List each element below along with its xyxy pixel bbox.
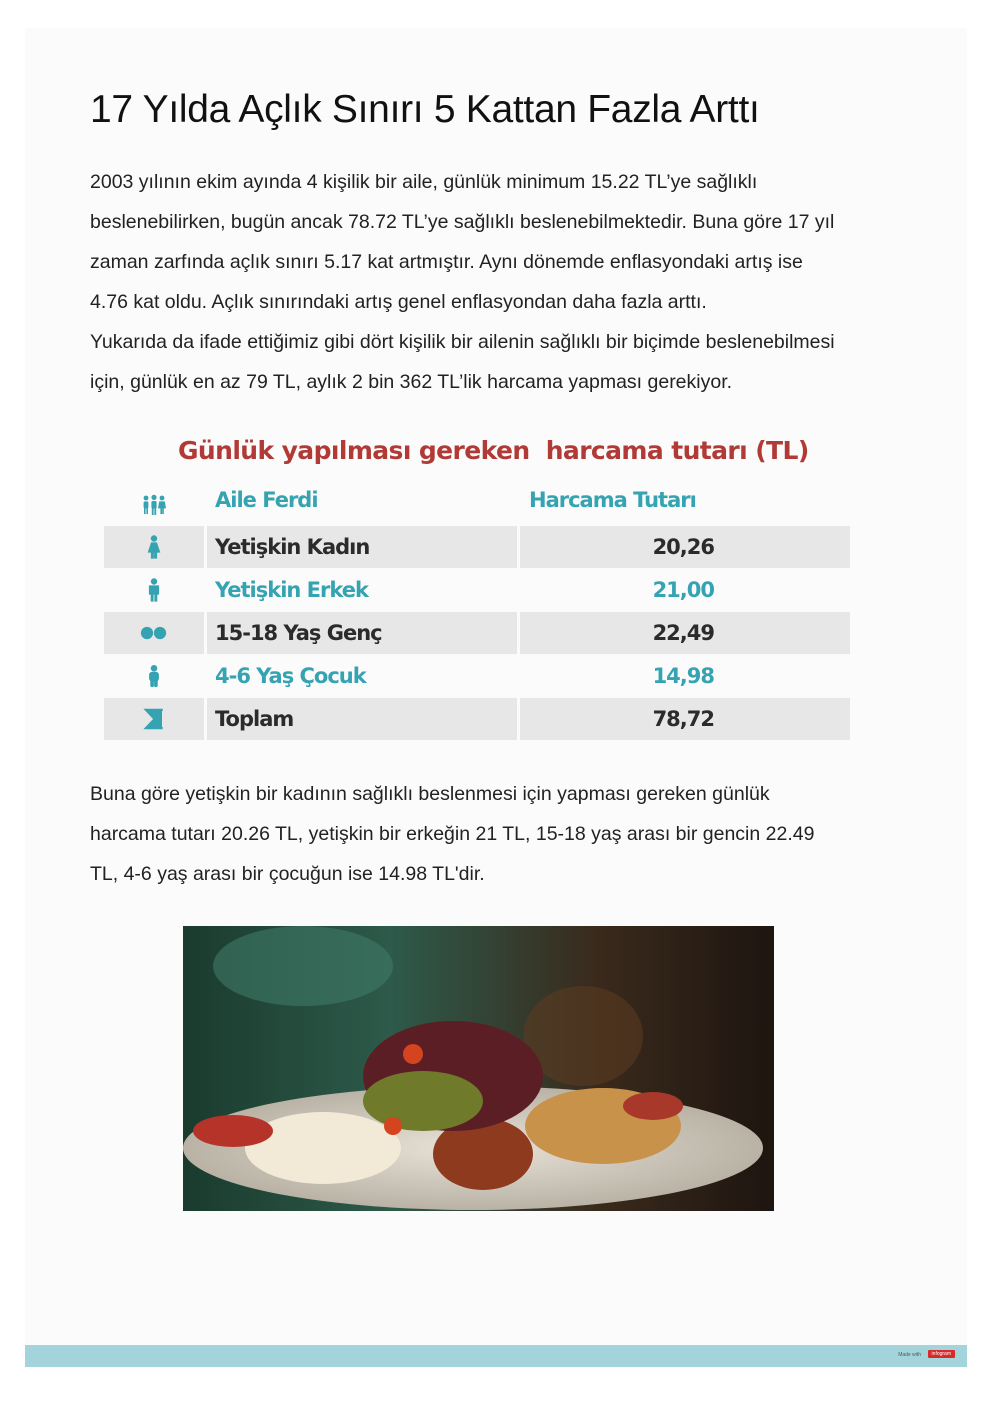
footer-bar (25, 1345, 967, 1367)
member-name: 15-18 Yaş Genç (207, 612, 517, 654)
man-icon (104, 569, 204, 611)
amount-value: 78,72 (520, 698, 850, 740)
intro-line: 2003 yılının ekim ayında 4 kişilik bir aile, günlük minimum 15.22 TL’ye sağlıklı (90, 171, 758, 193)
amount-value: 22,49 (520, 612, 850, 654)
amount-value: 21,00 (520, 569, 850, 611)
second-line: Yukarıda da ifade ettiğimiz gibi dört kişilik bir ailenin sağlıklı bir biçimde beslenebilmesi (90, 331, 835, 353)
intro-line: beslenebilirken, bugün ancak 78.72 TL’ye sağlıklı beslenebilmektedir. Buna göre 17 yıl (90, 211, 835, 233)
outro-line: harcama tutarı 20.26 TL, yetişkin bir erkeğin 21 TL, 15-18 yaş arası bir gencin 22.49 (90, 823, 815, 845)
teen-icon (104, 612, 204, 654)
table-row (104, 612, 850, 654)
page-title: 17 Yılda Açlık Sınırı 5 Kattan Fazla Arttı (90, 88, 760, 131)
amount-value: 14,98 (520, 655, 850, 697)
child-icon (104, 655, 204, 697)
table-title: Günlük yapılması gereken harcama tutarı (TL) (178, 436, 809, 465)
second-line: için, günlük en az 79 TL, aylık 2 bin 362 TL’lik harcama yapması gerekiyor. (90, 371, 733, 393)
food-plate-photo (183, 926, 774, 1211)
member-name: Yetişkin Kadın (207, 526, 517, 568)
member-name: Yetişkin Erkek (207, 569, 517, 611)
member-name: 4-6 Yaş Çocuk (207, 655, 517, 697)
intro-line: zaman zarfında açlık sınırı 5.17 kat artmıştır. Aynı dönemde enflasyondaki artış ise (90, 251, 803, 273)
sum-icon (104, 698, 204, 740)
footer-made-with: Made with (898, 1352, 921, 1358)
column-header-amount: Harcama Tutarı (529, 488, 696, 512)
intro-line: 4.76 kat oldu. Açlık sınırındaki artış genel enflasyondan daha fazla arttı. (90, 291, 707, 313)
table-row (104, 569, 850, 611)
second-paragraph (90, 322, 910, 402)
outro-line: TL, 4-6 yaş arası bir çocuğun ise 14.98 TL'dir. (90, 863, 485, 885)
table-row (104, 526, 850, 568)
outro-line: Buna göre yetişkin bir kadının sağlıklı beslenmesi için yapması gereken günlük (90, 783, 770, 805)
column-header-member: Aile Ferdi (215, 488, 318, 512)
woman-icon (104, 526, 204, 568)
table-row (104, 655, 850, 697)
table-row (104, 698, 850, 740)
infogram-logo[interactable]: infogram (928, 1350, 955, 1358)
amount-value: 20,26 (520, 526, 850, 568)
member-name: Toplam (207, 698, 517, 740)
outro-paragraph (90, 774, 910, 894)
intro-paragraph (90, 162, 910, 322)
family-icon (104, 488, 204, 522)
